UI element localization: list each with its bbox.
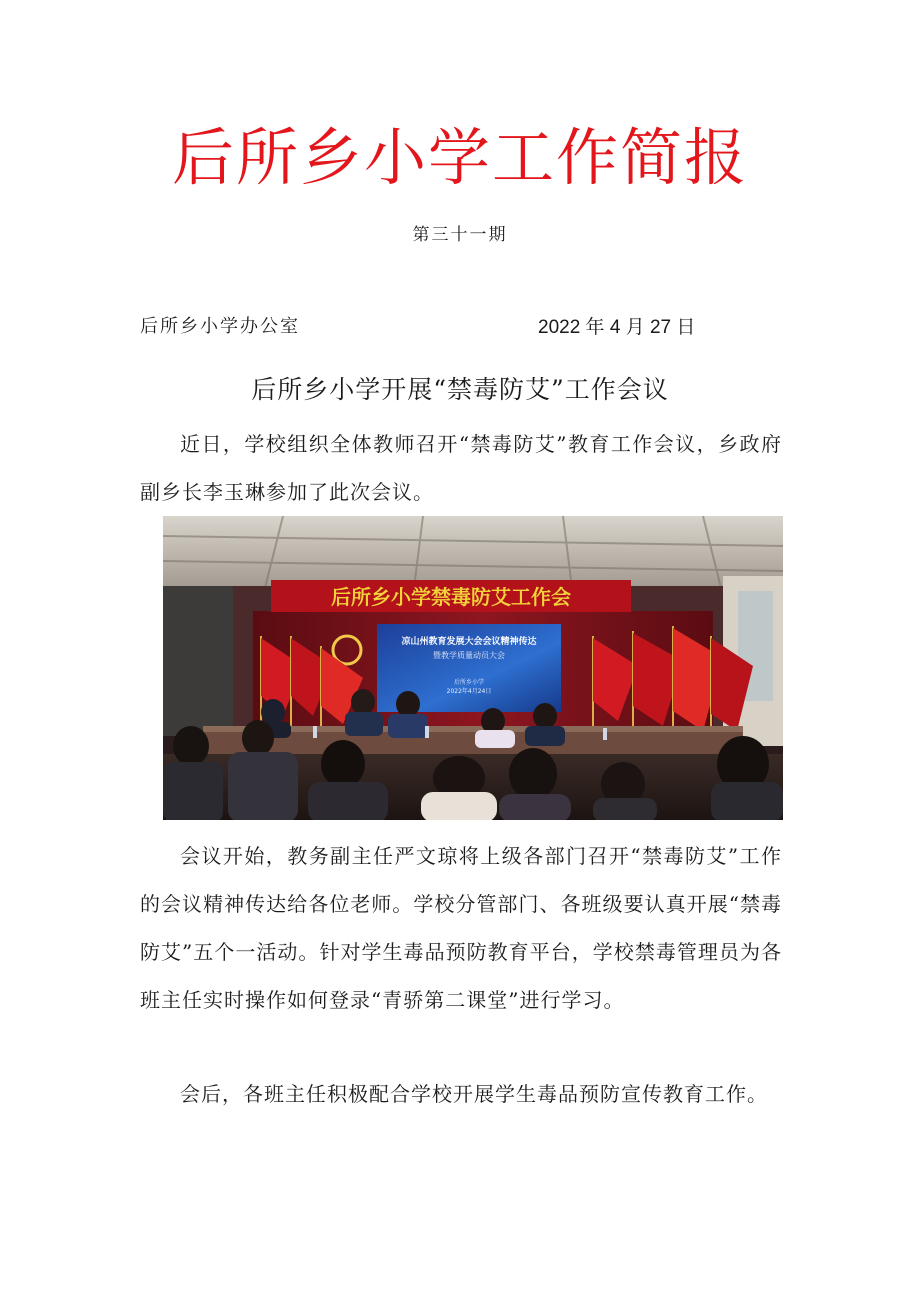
article-paragraph-2: 会议开始，教务副主任严文琼将上级各部门召开“禁毒防艾”工作的会议精神传达给各位老师。学校分管部门、各班级要认真开展“禁毒防艾”五个一活动。针对学生毒品预防教育平台，学校禁毒管理员为各班主任实时操作如何登录“青骄第二课堂”进行学习。 (140, 844, 782, 1012)
photo-screen-date: 2022年4月24日 (446, 688, 492, 695)
photo-screen-org: 后所乡小学 (453, 679, 485, 686)
meeting-photo (163, 516, 783, 820)
issue-date: 2022 年 4 月 27 日 (538, 317, 696, 338)
issuing-office: 后所乡小学办公室 (140, 316, 300, 337)
issue-number: 第三十一期 (412, 225, 508, 245)
meta-row (140, 312, 710, 340)
photo-screen-title-line2: 暨教学质量动员大会 (433, 651, 505, 660)
article-headline: 后所乡小学开展“禁毒防艾”工作会议 (251, 375, 669, 404)
photo-banner-text: 后所乡小学禁毒防艾工作会 (331, 585, 571, 609)
masthead-title: 后所乡小学工作简报 (171, 121, 748, 194)
article-paragraph-1: 近日，学校组织全体教师召开“禁毒防艾”教育工作会议，乡政府副乡长李玉琳参加了此次会议。 (140, 432, 782, 504)
meeting-photo-scene (163, 516, 783, 820)
photo-screen-title-line1: 凉山州教育发展大会会议精神传达 (401, 637, 537, 647)
article-paragraph-3: 会后，各班主任积极配合学校开展学生毒品预防宣传教育工作。 (180, 1082, 768, 1106)
